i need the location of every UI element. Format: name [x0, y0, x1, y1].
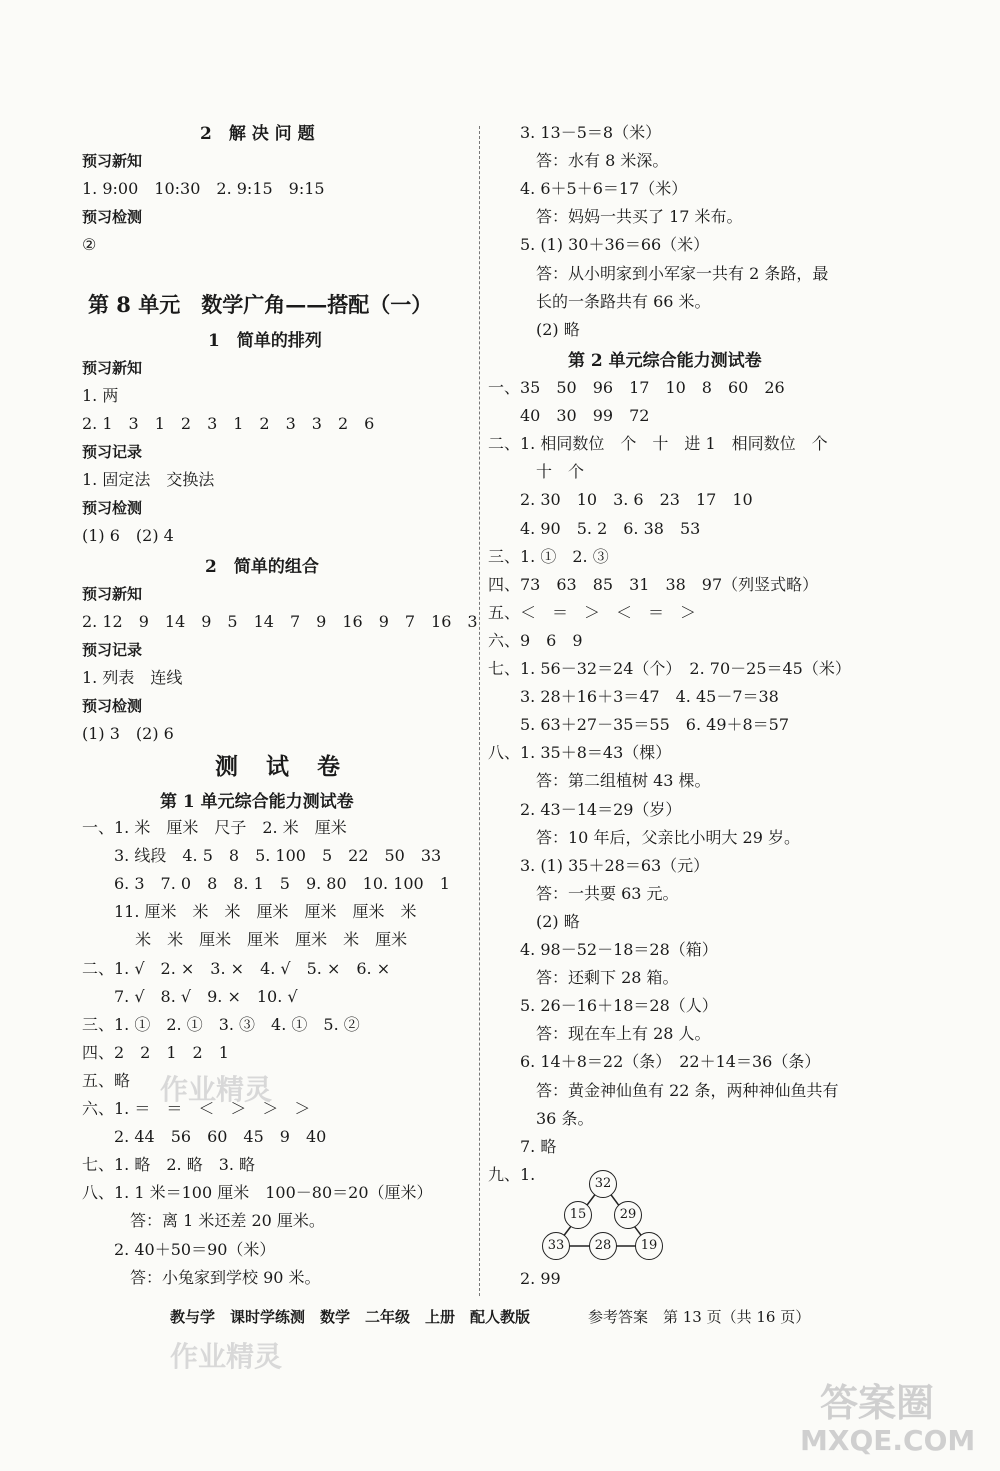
answer-line: 2. 99	[488, 1269, 561, 1288]
answer-line: 2. 12 9 14 9 5 14 7 9 16 9 7 16 3	[82, 612, 478, 631]
answer-line: 九、1.	[488, 1164, 536, 1184]
answer-line: 5. 26－16＋18＝28（人）	[488, 996, 718, 1016]
answer-line: 四、73 63 85 31 38 97（列竖式略）	[488, 574, 819, 594]
answer-line: 1. 9:00 10:30 2. 9:15 9:15	[82, 179, 325, 198]
answer-line: 3. 13－5＝8（米）	[520, 123, 662, 142]
answer-line: 答：黄金神仙鱼有 22 条，两种神仙鱼共有	[488, 1080, 839, 1100]
answer-line: 6. 3 7. 0 8 8. 1 5 9. 80 10. 100 1	[82, 874, 450, 894]
book-title: 教与学 课时学练测 数学 二年级 上册 配人教版	[170, 1308, 531, 1326]
answer-line: (1) 3 (2) 6	[82, 724, 174, 743]
answer-line: 十 个	[488, 462, 585, 482]
page-number: 参考答案 第 13 页（共 16 页）	[588, 1308, 811, 1326]
answer-line: 答：妈妈一共买了 17 米布。	[520, 207, 743, 227]
answer-line: 3. 线段 4. 5 8 5. 100 5 22 50 33	[82, 846, 442, 866]
answer-line: 六、9 6 9	[488, 630, 583, 650]
section-title-arrangement: 1 简单的排列	[208, 331, 322, 351]
column-divider	[479, 126, 480, 1296]
answer-line: 2. 40＋50＝90（米）	[82, 1239, 276, 1259]
answer-line: 五、略	[82, 1070, 131, 1090]
answer-line: 5. (1) 30＋36＝66（米）	[520, 235, 710, 255]
answer-line: 长的一条路共有 66 米。	[520, 291, 711, 311]
answer-line: 4. 6＋5＋6＝17（米）	[520, 179, 688, 199]
answer-line: 答：水有 8 米深。	[520, 151, 669, 171]
answer-line: 答：现在车上有 28 人。	[488, 1024, 711, 1044]
watermark-logo: 答案圈	[820, 1381, 935, 1425]
section-title-combination: 2 简单的组合	[205, 557, 319, 577]
answer-line: 2. 43－14＝29（岁）	[488, 799, 682, 819]
answer-line: 一、35 50 96 17 10 8 60 26	[488, 378, 785, 397]
label-preview-check: 预习检测	[82, 499, 143, 517]
answer-line: 3. (1) 35＋28＝63（元）	[488, 855, 710, 875]
answer-line: 答：从小明家到小军家一共有 2 条路，最	[520, 263, 829, 283]
label-preview-new: 预习新知	[82, 359, 143, 377]
answer-line: 一、1. 米 厘米 尺子 2. 米 厘米	[82, 818, 347, 837]
answer-line: 36 条。	[488, 1108, 594, 1128]
answer-line: 40 30 99 72	[488, 406, 650, 426]
test-papers-heading: 测 试 卷	[215, 753, 351, 780]
answer-line: 4. 90 5. 2 6. 38 53	[488, 518, 701, 538]
label-preview-check: 预习检测	[82, 697, 143, 715]
answer-line: 二、1. √ 2. × 3. × 4. √ 5. × 6. ×	[82, 958, 391, 978]
answer-line: 七、1. 略 2. 略 3. 略	[82, 1155, 256, 1175]
answer-line: 1. 固定法 交换法	[82, 470, 215, 489]
triangle-number: 32	[589, 1170, 617, 1198]
answer-line: 3. 28＋16＋3＝47 4. 45－7＝38	[488, 687, 779, 707]
answer-line: 三、1. ① 2. ③	[488, 546, 609, 566]
answer-line: (1) 6 (2) 4	[82, 526, 174, 545]
triangle-number: 15	[564, 1201, 592, 1229]
answer-line: 答：10 年后，父亲比小明大 29 岁。	[488, 827, 800, 847]
answer-line: 7. 略	[488, 1136, 557, 1156]
unit-2-test-title: 第 2 单元综合能力测试卷	[568, 351, 762, 371]
answer-line: 2. 44 56 60 45 9 40	[82, 1127, 327, 1147]
answer-line: ②	[82, 235, 97, 254]
section-title-solve-problems: 2 解 决 问 题	[200, 124, 315, 144]
triangle-number: 19	[635, 1232, 663, 1260]
answer-line: 5. 63＋27－35＝55 6. 49＋8＝57	[488, 715, 790, 735]
answer-line: 二、1. 相同数位 个 十 进 1 相同数位 个	[488, 434, 828, 454]
answer-line: 1. 两	[82, 386, 119, 405]
answer-line: 11. 厘米 米 米 厘米 厘米 厘米 米	[82, 902, 417, 922]
answer-line: 6. 14＋8＝22（条） 22＋14＝36（条）	[488, 1052, 821, 1072]
answer-line: 4. 98－52－18＝28（箱）	[488, 940, 718, 959]
unit-1-test-title: 第 1 单元综合能力测试卷	[160, 792, 354, 812]
answer-line: 答：一共要 63 元。	[488, 883, 679, 903]
answer-line: 六、1. ＝ ＝ ＜ ＞ ＞ ＞	[82, 1099, 311, 1118]
answer-line: 五、＜ ＝ ＞ ＜ ＝ ＞	[488, 602, 697, 622]
answer-line: 八、1. 1 米＝100 厘米 100－80＝20（厘米）	[82, 1183, 433, 1203]
answer-line: 答：还剩下 28 箱。	[488, 968, 679, 988]
answer-line: 答：离 1 米还差 20 厘米。	[82, 1211, 325, 1231]
triangle-number: 28	[589, 1232, 617, 1260]
answer-line: 四、2 2 1 2 1	[82, 1042, 229, 1062]
label-preview-record: 预习记录	[82, 443, 143, 461]
watermark: 作业精灵	[160, 1073, 273, 1106]
unit-8-title: 第 8 单元 数学广角——搭配（一）	[88, 292, 433, 317]
answer-line: 米 米 厘米 厘米 厘米 米 厘米	[82, 930, 408, 950]
answer-line: 七、1. 56－32＝24（个） 2. 70－25＝45（米）	[488, 659, 851, 678]
answer-line: 2. 30 10 3. 6 23 17 10	[488, 490, 753, 510]
number-triangle	[540, 1168, 670, 1264]
answer-line: 三、1. ① 2. ① 3. ③ 4. ① 5. ②	[82, 1014, 360, 1034]
answer-line: 答：小兔家到学校 90 米。	[82, 1267, 321, 1287]
answer-line: 2. 1 3 1 2 3 1 2 3 3 2 6	[82, 414, 375, 433]
answer-line: 八、1. 35＋8＝43（棵）	[488, 743, 672, 763]
label-preview-new: 预习新知	[82, 585, 143, 603]
answer-line: 7. √ 8. √ 9. × 10. √	[82, 986, 298, 1006]
answer-line: 1. 列表 连线	[82, 668, 183, 687]
answer-line: 答：第二组植树 43 棵。	[488, 771, 711, 791]
label-preview-new: 预习新知	[82, 152, 143, 170]
answer-line: (2) 略	[488, 911, 580, 931]
watermark-site: MXQE.COM	[800, 1424, 976, 1457]
page-footer	[0, 1306, 1000, 1328]
triangle-number: 29	[614, 1201, 642, 1229]
label-preview-check: 预习检测	[82, 208, 143, 226]
watermark: 作业精灵	[170, 1340, 283, 1373]
label-preview-record: 预习记录	[82, 641, 143, 659]
answer-line: (2) 略	[520, 319, 580, 339]
triangle-number: 33	[542, 1232, 570, 1260]
